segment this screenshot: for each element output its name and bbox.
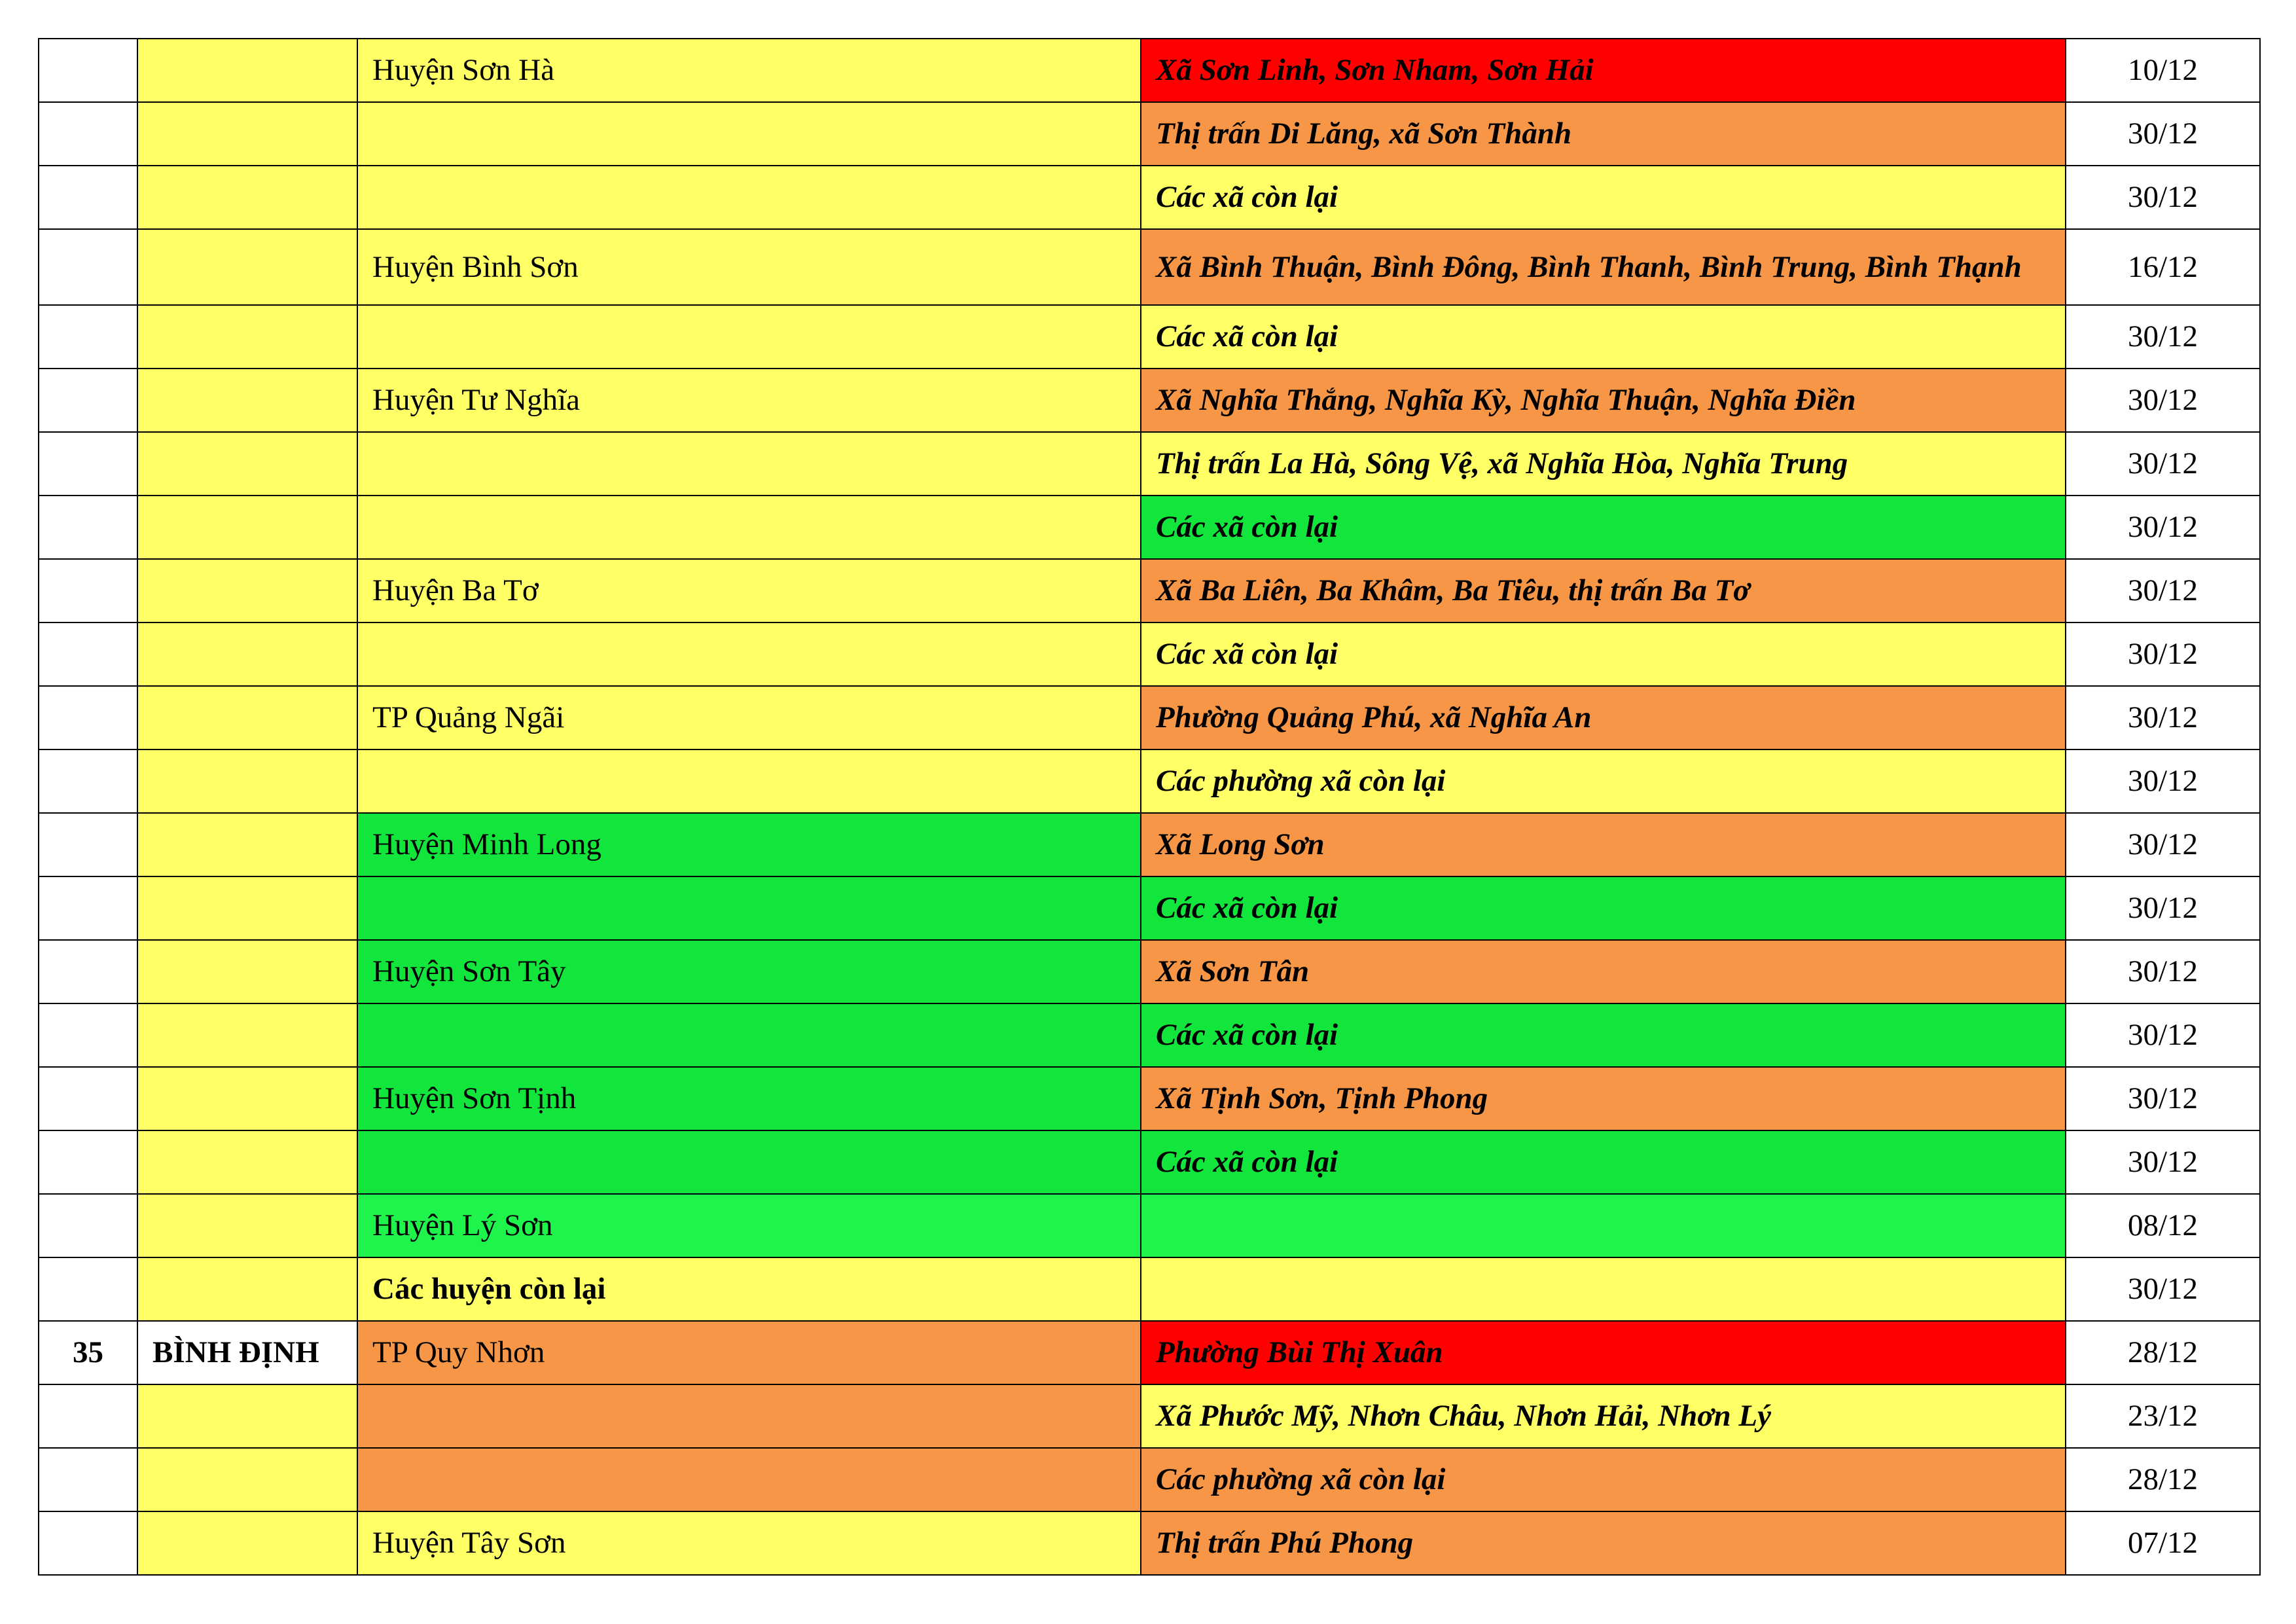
area-cell: Phường Quảng Phú, xã Nghĩa An bbox=[1141, 686, 2066, 749]
table-row bbox=[39, 1257, 2260, 1321]
date-cell: 30/12 bbox=[2066, 559, 2260, 623]
table-row bbox=[39, 496, 2260, 559]
row-number-cell bbox=[39, 813, 137, 876]
row-number-cell bbox=[39, 940, 137, 1003]
date-cell: 07/12 bbox=[2066, 1511, 2260, 1575]
district-cell bbox=[357, 1448, 1141, 1511]
area-cell bbox=[1141, 1257, 2066, 1321]
province-cell bbox=[137, 229, 357, 305]
date-cell: 28/12 bbox=[2066, 1321, 2260, 1384]
date-cell: 30/12 bbox=[2066, 305, 2260, 369]
district-cell bbox=[357, 496, 1141, 559]
province-cell bbox=[137, 496, 357, 559]
table-row bbox=[39, 749, 2260, 813]
table-row bbox=[39, 813, 2260, 876]
date-cell: 30/12 bbox=[2066, 686, 2260, 749]
district-cell: Huyện Tư Nghĩa bbox=[357, 369, 1141, 432]
table-row bbox=[39, 1067, 2260, 1130]
row-number-cell bbox=[39, 229, 137, 305]
province-cell bbox=[137, 102, 357, 166]
date-cell: 08/12 bbox=[2066, 1194, 2260, 1257]
district-cell bbox=[357, 305, 1141, 369]
district-cell: Các huyện còn lại bbox=[357, 1257, 1141, 1321]
district-cell: Huyện Ba Tơ bbox=[357, 559, 1141, 623]
district-cell bbox=[357, 749, 1141, 813]
date-cell: 28/12 bbox=[2066, 1448, 2260, 1511]
table-row bbox=[39, 305, 2260, 369]
province-cell bbox=[137, 39, 357, 102]
district-cell: Huyện Bình Sơn bbox=[357, 229, 1141, 305]
district-cell: TP Quảng Ngãi bbox=[357, 686, 1141, 749]
area-cell: Các xã còn lại bbox=[1141, 305, 2066, 369]
area-cell: Phường Bùi Thị Xuân bbox=[1141, 1321, 2066, 1384]
table-row bbox=[39, 39, 2260, 102]
area-cell: Xã Long Sơn bbox=[1141, 813, 2066, 876]
district-cell bbox=[357, 623, 1141, 686]
row-number-cell bbox=[39, 305, 137, 369]
table-row bbox=[39, 1511, 2260, 1575]
area-cell: Xã Sơn Tân bbox=[1141, 940, 2066, 1003]
table-row bbox=[39, 1130, 2260, 1194]
area-cell: Xã Bình Thuận, Bình Đông, Bình Thanh, Bình Trung, Bình Thạnh bbox=[1141, 229, 2066, 305]
province-cell bbox=[137, 623, 357, 686]
area-cell: Các xã còn lại bbox=[1141, 1003, 2066, 1067]
district-cell: Huyện Lý Sơn bbox=[357, 1194, 1141, 1257]
table-row bbox=[39, 623, 2260, 686]
date-cell: 30/12 bbox=[2066, 1130, 2260, 1194]
province-cell bbox=[137, 1194, 357, 1257]
table-row bbox=[39, 369, 2260, 432]
date-cell: 30/12 bbox=[2066, 102, 2260, 166]
district-cell: Huyện Minh Long bbox=[357, 813, 1141, 876]
date-cell: 23/12 bbox=[2066, 1384, 2260, 1448]
table-row bbox=[39, 229, 2260, 305]
row-number-cell bbox=[39, 749, 137, 813]
row-number-cell bbox=[39, 102, 137, 166]
date-cell: 30/12 bbox=[2066, 940, 2260, 1003]
province-cell bbox=[137, 1384, 357, 1448]
row-number-cell bbox=[39, 1067, 137, 1130]
area-cell: Các xã còn lại bbox=[1141, 1130, 2066, 1194]
area-cell: Thị trấn Di Lăng, xã Sơn Thành bbox=[1141, 102, 2066, 166]
district-cell bbox=[357, 432, 1141, 496]
date-cell: 30/12 bbox=[2066, 496, 2260, 559]
table-row bbox=[39, 166, 2260, 229]
area-cell: Các xã còn lại bbox=[1141, 166, 2066, 229]
row-number-cell bbox=[39, 369, 137, 432]
row-number-cell bbox=[39, 166, 137, 229]
area-cell: Thị trấn Phú Phong bbox=[1141, 1511, 2066, 1575]
table-row bbox=[39, 1194, 2260, 1257]
province-cell bbox=[137, 559, 357, 623]
row-number-cell bbox=[39, 1194, 137, 1257]
province-cell bbox=[137, 1130, 357, 1194]
date-cell: 30/12 bbox=[2066, 166, 2260, 229]
district-cell bbox=[357, 102, 1141, 166]
area-cell: Các phường xã còn lại bbox=[1141, 749, 2066, 813]
area-cell: Xã Phước Mỹ, Nhơn Châu, Nhơn Hải, Nhơn Lý bbox=[1141, 1384, 2066, 1448]
date-cell: 30/12 bbox=[2066, 623, 2260, 686]
province-cell bbox=[137, 940, 357, 1003]
area-cell: Các xã còn lại bbox=[1141, 496, 2066, 559]
province-cell bbox=[137, 1003, 357, 1067]
date-cell: 30/12 bbox=[2066, 369, 2260, 432]
province-cell bbox=[137, 813, 357, 876]
row-number-cell bbox=[39, 432, 137, 496]
district-cell: Huyện Sơn Tịnh bbox=[357, 1067, 1141, 1130]
district-cell: Huyện Sơn Hà bbox=[357, 39, 1141, 102]
area-cell: Thị trấn La Hà, Sông Vệ, xã Nghĩa Hòa, Nghĩa Trung bbox=[1141, 432, 2066, 496]
row-number-cell bbox=[39, 1257, 137, 1321]
province-cell bbox=[137, 1257, 357, 1321]
area-cell: Các xã còn lại bbox=[1141, 876, 2066, 940]
table-row bbox=[39, 1003, 2260, 1067]
area-cell bbox=[1141, 1194, 2066, 1257]
province-cell bbox=[137, 166, 357, 229]
table-body bbox=[39, 39, 2260, 1575]
row-number-cell bbox=[39, 1384, 137, 1448]
date-cell: 30/12 bbox=[2066, 813, 2260, 876]
province-cell bbox=[137, 369, 357, 432]
table-row bbox=[39, 686, 2260, 749]
row-number-cell bbox=[39, 1130, 137, 1194]
area-cell: Xã Tịnh Sơn, Tịnh Phong bbox=[1141, 1067, 2066, 1130]
district-cell: Huyện Tây Sơn bbox=[357, 1511, 1141, 1575]
date-cell: 30/12 bbox=[2066, 876, 2260, 940]
table-row bbox=[39, 102, 2260, 166]
province-cell bbox=[137, 686, 357, 749]
date-cell: 30/12 bbox=[2066, 1003, 2260, 1067]
area-cell: Các phường xã còn lại bbox=[1141, 1448, 2066, 1511]
province-cell bbox=[137, 305, 357, 369]
district-cell bbox=[357, 166, 1141, 229]
area-cell: Xã Sơn Linh, Sơn Nham, Sơn Hải bbox=[1141, 39, 2066, 102]
row-number-cell bbox=[39, 686, 137, 749]
date-cell: 30/12 bbox=[2066, 749, 2260, 813]
date-cell: 30/12 bbox=[2066, 1067, 2260, 1130]
district-cell: Huyện Sơn Tây bbox=[357, 940, 1141, 1003]
table-row bbox=[39, 1448, 2260, 1511]
district-cell: TP Quy Nhơn bbox=[357, 1321, 1141, 1384]
province-cell bbox=[137, 1067, 357, 1130]
area-cell: Các xã còn lại bbox=[1141, 623, 2066, 686]
province-cell bbox=[137, 876, 357, 940]
table-row bbox=[39, 1384, 2260, 1448]
row-number-cell bbox=[39, 623, 137, 686]
table-row bbox=[39, 876, 2260, 940]
district-cell bbox=[357, 876, 1141, 940]
area-cell: Xã Ba Liên, Ba Khâm, Ba Tiêu, thị trấn Ba Tơ bbox=[1141, 559, 2066, 623]
table-row bbox=[39, 559, 2260, 623]
province-cell bbox=[137, 432, 357, 496]
date-cell: 30/12 bbox=[2066, 1257, 2260, 1321]
date-cell: 10/12 bbox=[2066, 39, 2260, 102]
table-row bbox=[39, 1321, 2260, 1384]
row-number-cell bbox=[39, 496, 137, 559]
row-number-cell bbox=[39, 1003, 137, 1067]
district-cell bbox=[357, 1003, 1141, 1067]
table-row bbox=[39, 432, 2260, 496]
row-number-cell bbox=[39, 559, 137, 623]
area-cell: Xã Nghĩa Thắng, Nghĩa Kỳ, Nghĩa Thuận, Nghĩa Điền bbox=[1141, 369, 2066, 432]
province-cell bbox=[137, 1448, 357, 1511]
row-number-cell: 35 bbox=[39, 1321, 137, 1384]
district-cell bbox=[357, 1384, 1141, 1448]
province-cell bbox=[137, 1511, 357, 1575]
vaccination-schedule-table bbox=[38, 38, 2261, 1576]
row-number-cell bbox=[39, 39, 137, 102]
table-row bbox=[39, 940, 2260, 1003]
row-number-cell bbox=[39, 1511, 137, 1575]
row-number-cell bbox=[39, 876, 137, 940]
district-cell bbox=[357, 1130, 1141, 1194]
date-cell: 30/12 bbox=[2066, 432, 2260, 496]
date-cell: 16/12 bbox=[2066, 229, 2260, 305]
province-cell: BÌNH ĐỊNH bbox=[137, 1321, 357, 1384]
row-number-cell bbox=[39, 1448, 137, 1511]
province-cell bbox=[137, 749, 357, 813]
